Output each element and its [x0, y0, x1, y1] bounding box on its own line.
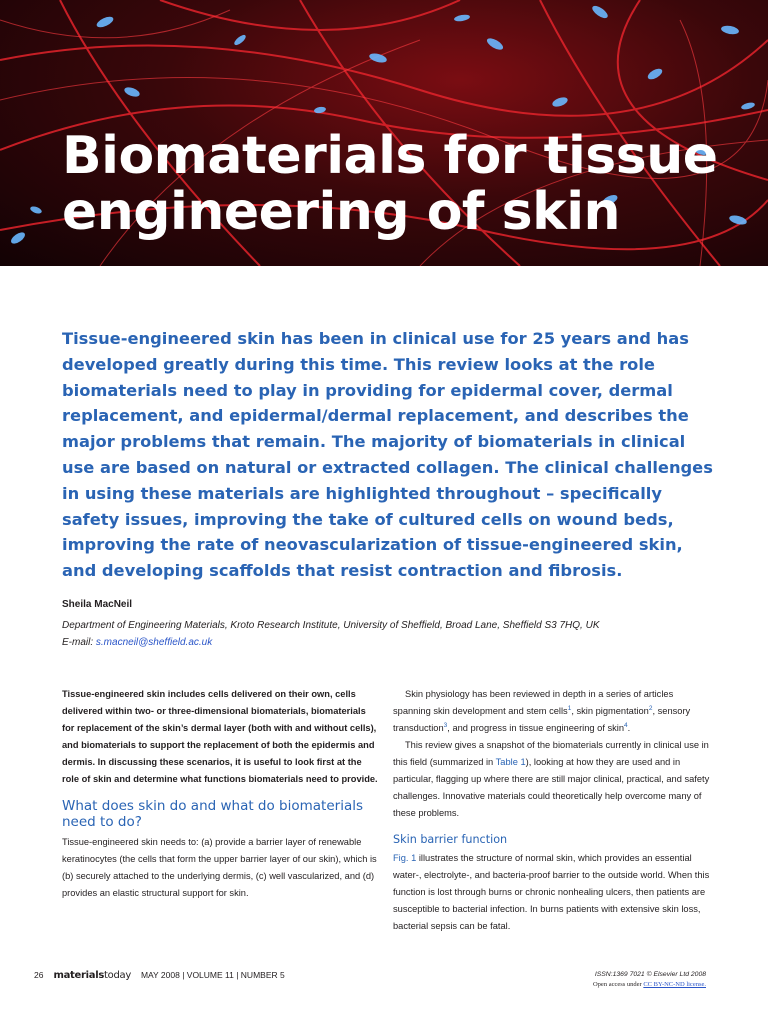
text-run: , and progress in tissue engineering of skin: [447, 723, 625, 733]
text-run: , skin pigmentation: [571, 706, 649, 716]
header-banner-image: [0, 0, 768, 266]
left-column: [62, 686, 380, 902]
title-line-1: Biomaterials for tissue: [62, 126, 718, 186]
journal-logo: [53, 970, 130, 981]
intro-paragraph: Tissue-engineered skin includes cells delivered on their own, cells delivered within two- or three-dimensional biomaterials, biomaterials for replacement of the skin’s dermal layer (both with and without cells), and biomaterials to support the replacement of both the epidermis and dermis. In discussing these scenarios, it is useful to look first at the role of skin and determine what functions biomaterials need to provide.: [62, 689, 378, 784]
text-run: ), looking at how they are used and in particular, flagging up where there are still major clinical, practical, and safety challenges. Innovative materials could theoretically help overcome many of these problems.: [393, 757, 710, 818]
section-paragraph: Tissue-engineered skin needs to: (a) provide a barrier layer of renewable keratinocytes (the cells that form the upper barrier layer of our skin), which is (b) securely attached to the underlying dermis, (c) well vascularized, and (d) provides an elastic structural support for skin.: [62, 837, 377, 898]
author-affiliation: Department of Engineering Materials, Kroto Research Institute, University of Sheffield, Broad Lane, Sheffield S3 7HQ, UK: [62, 620, 600, 631]
section-heading-skin-barrier: Skin barrier function: [393, 833, 508, 846]
author-email-link[interactable]: s.macneil@sheffield.ac.uk: [95, 637, 213, 648]
license-link[interactable]: CC BY-NC-ND license.: [643, 981, 706, 988]
open-access-text: Open access under: [592, 981, 644, 988]
text-run: illustrates the structure of normal skin, which provides an essential water-, electrolyte-, and bacteria-proof barrier to the outside world. When this function is lost through burns or chronic nonhealing ulcers, then patients are susceptible to bacterial infection. In burns patients with extensive skin loss, bacterial sepsis can be fatal.: [393, 853, 710, 931]
reference-2-link[interactable]: 2: [648, 705, 653, 712]
paragraph-skin-physiology: [393, 686, 713, 737]
paragraph-review-snapshot: [393, 737, 713, 822]
logo-materials-text: materials: [53, 970, 104, 981]
text-run: This review gives a snapshot of the biomaterials currently in clinical use in this field (summarized in: [393, 740, 709, 767]
issn-text: ISSN:1369 7021 © Elsevier Ltd 2008: [594, 971, 706, 978]
article-title: [62, 128, 752, 240]
right-column: [393, 686, 713, 935]
section-heading-what-skin-does: What does skin do and what do biomaterials need to do?: [62, 798, 364, 830]
page-number: 26: [34, 970, 44, 980]
paragraph-skin-barrier: [393, 850, 713, 935]
logo-today-text: today: [104, 970, 131, 981]
author-email-line: [62, 635, 212, 651]
author-name: Sheila MacNeil: [62, 599, 133, 610]
reference-3-link[interactable]: 3: [443, 722, 448, 729]
text-run: .: [627, 723, 631, 733]
reference-4-link[interactable]: 4: [624, 722, 628, 729]
text-run: Skin physiology has been reviewed in depth in a series of articles spanning skin development and stem cells: [393, 689, 674, 716]
email-label: E-mail:: [62, 637, 96, 648]
title-line-2: engineering of skin: [62, 182, 621, 242]
page-footer: [34, 970, 285, 981]
issn-block: [593, 970, 706, 990]
issue-info: MAY 2008 | VOLUME 11 | NUMBER 5: [140, 970, 285, 980]
text-run: , sensory transduction: [393, 706, 691, 733]
reference-1-link[interactable]: 1: [567, 705, 572, 712]
table-1-link[interactable]: Table 1: [495, 757, 526, 767]
figure-1-link[interactable]: Fig. 1: [393, 853, 417, 863]
open-access-note: [593, 980, 706, 990]
abstract: Tissue-engineered skin has been in clinical use for 25 years and has developed greatly during this time. This review looks at the role biomaterials need to play in providing for epidermal cover, dermal replacement, and epidermal/dermal replacement, and describes the major problems that remain. The majority of biomaterials in clinical use are based on natural or extracted collagen. The clinical challenges in using these materials are highlighted throughout – specifically safety issues, improving the take of cultured cells on wound beds, improving the rate of neovascularization of tissue-engineered skin, and developing scaffolds that resist contraction and fibrosis.: [62, 329, 713, 581]
